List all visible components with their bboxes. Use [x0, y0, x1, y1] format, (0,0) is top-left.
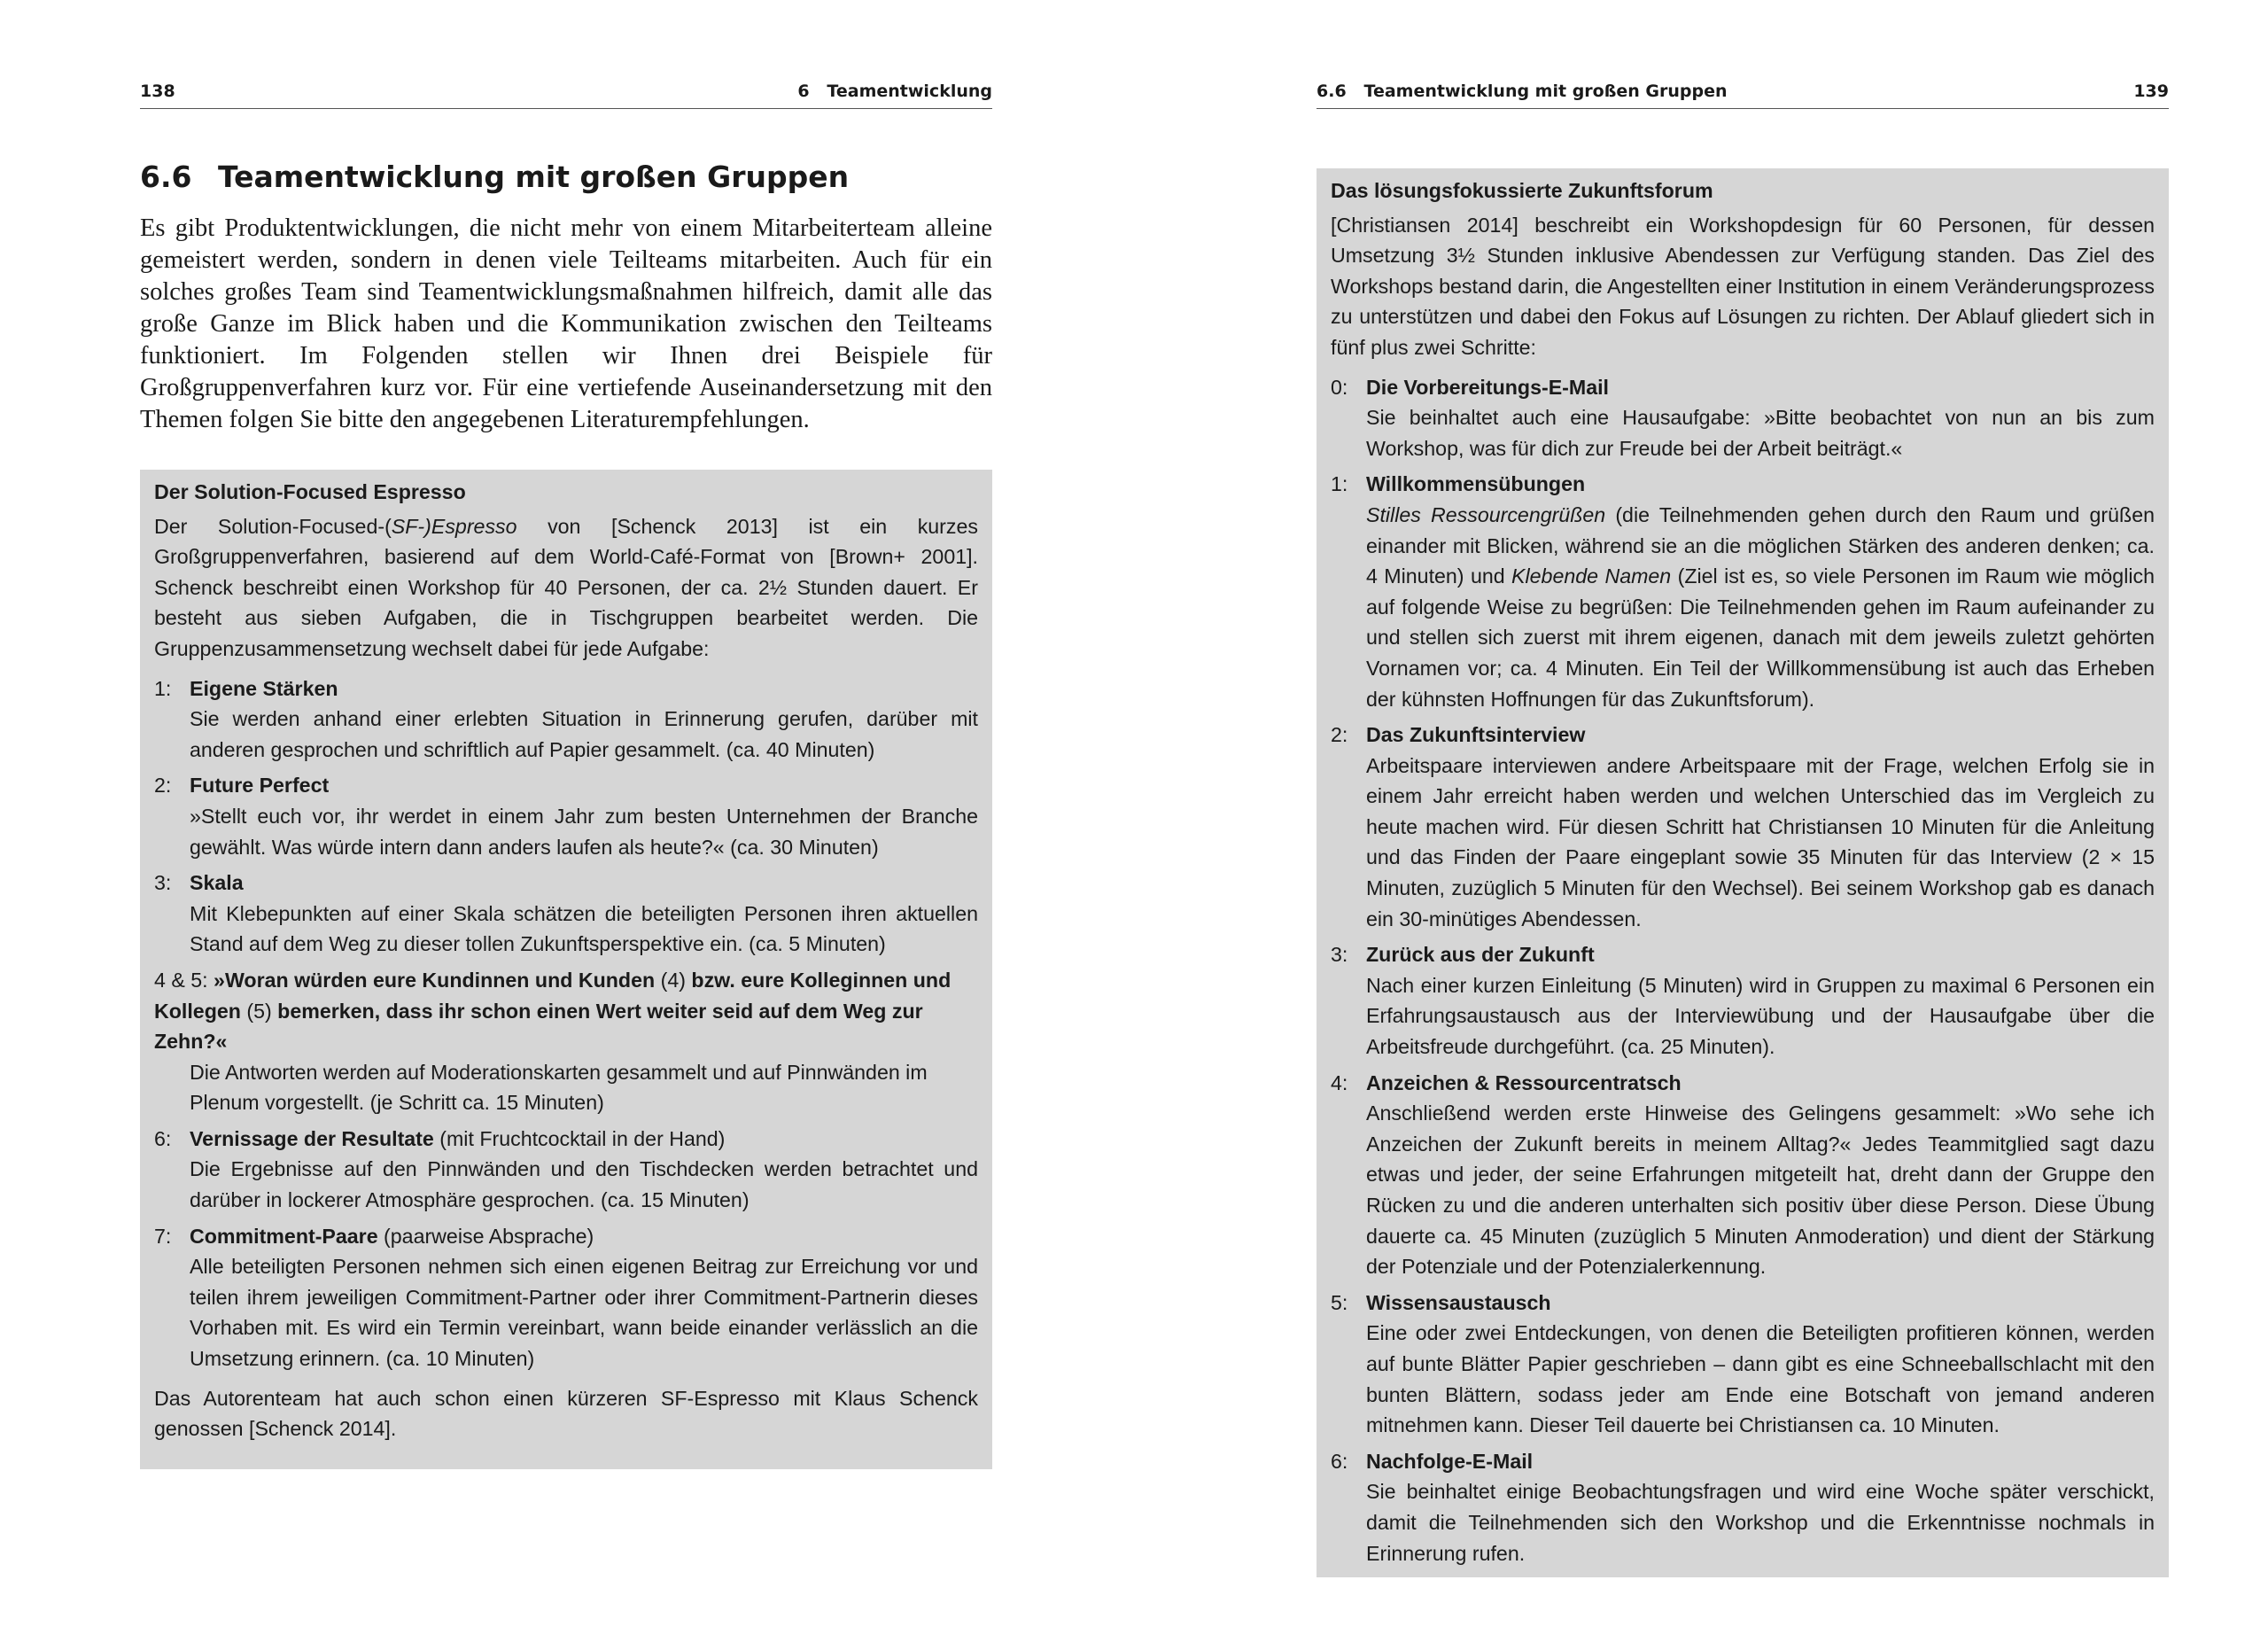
- page-number: 138: [140, 82, 175, 101]
- section-number: 6.6: [140, 160, 192, 194]
- step-list: [1331, 372, 2155, 1569]
- list-item: 2: Das Zukunftsinterview Arbeitspaare interviewen andere Arbeitspaare mit der Frage, welchen Erfolg sie in einem Jahr erreicht haben werden und welchen Unterschied das im Vergleich zu heute machen wird. Für diesen Schritt hat Christiansen 10 Minuten für die Anleitung und das Finden der Paare eingeplant sowie 35 Minuten für das Interview (2 × 15 Minuten, zuzüglich 5 Minuten für den Wechsel). Bei seinem Workshop gab es danach ein 30-minütiges Abendessen.: [1331, 723, 2155, 930]
- running-title: 6 Teamentwicklung: [797, 82, 992, 101]
- right-page: [1317, 0, 2169, 1650]
- section-heading: [140, 160, 992, 194]
- list-item: 4 & 5: »Woran würden eure Kundinnen und Kunden (4) bzw. eure Kolleginnen und Kollegen (5) bemerken, dass ihr schon einen Wert weiter seid auf dem Weg zur Zehn?« Die Antworten werden auf Moderationskarten gesammelt und auf Pinnwänden im Plenum vorgestellt. (je Schritt ca. 15 Minuten): [154, 968, 951, 1115]
- box-title: Der Solution-Focused Espresso: [154, 480, 466, 503]
- intro-paragraph: Es gibt Produktentwicklungen, die nicht mehr von einem Mitarbeiterteam alleine gemeistert werden, sondern in denen viele Teilteams mitarbeiten. Auch für ein solches großes Team sind Teamentwicklungsmaßnahmen hilfreich, damit alle das große Ganze im Blick haben und die Kommunikation zwischen den Teilteams funktioniert. Im Folgenden stellen wir Ihnen drei Beispiele für Großgruppenverfahren kurz vor. Für eine vertiefende Auseinandersetzung mit den Themen folgen Sie bitte den angegebenen Literaturempfehlungen.: [140, 214, 992, 433]
- left-page: [140, 0, 992, 1650]
- list-item: 0: Die Vorbereitungs-E-Mail Sie beinhaltet auch eine Hausaufgabe: »Bitte beobachtet von nun an bis zum Workshop, was für dich zur Freude bei der Arbeit beiträgt.«: [1331, 375, 2155, 460]
- list-item: 3: Zurück aus der Zukunft Nach einer kurzen Einleitung (5 Minuten) wird in Gruppen zu maximal 6 Personen ein Erfahrungsaustausch aus der Interviewübung und der Hausaufgabe über die Arbeitsfreude durchgeführt. (ca. 25 Minuten).: [1331, 943, 2155, 1059]
- box-intro: [Christiansen 2014] beschreibt ein Workshopdesign für 60 Personen, für dessen Umsetzung 3½ Stunden inklusive Abendessen zur Verfügung standen. Das Ziel des Workshops bestand darin, die Angestellten einer Institution in einem Veränderungsprozess zu unterstützen und dabei den Fokus auf Lösungen zu richten. Der Ablauf gliedert sich in fünf plus zwei Schritte:: [1331, 213, 2155, 359]
- list-item: 5: Wissensaustausch Eine oder zwei Entdeckungen, von denen die Beteiligten profitieren können, werden auf bunte Blätter Papier geschrieben – dann gibt es eine Schneeballschlacht mit den bunten Blättern, sodass jeder am Ende eine Botschaft von jemand anderen mitnehmen kann. Dieser Teil dauerte bei Christiansen ca. 10 Minuten.: [1331, 1290, 2155, 1437]
- running-title: 6.6 Teamentwicklung mit großen Gruppen: [1317, 82, 1728, 101]
- page-number: 139: [2133, 82, 2169, 101]
- box-footer: Das Autorenteam hat auch schon einen kürzeren SF-Espresso mit Klaus Schenck genossen [Schenck 2014].: [154, 1386, 978, 1441]
- box-intro: Der Solution-Focused-(SF-)Espresso von [Schenck 2013] ist ein kurzes Großgruppenverfahren, basierend auf dem World-Café-Format von [Brown+ 2001]. Schenck beschreibt einen Workshop für 40 Personen, der ca. 2½ Stunden dauert. Er besteht aus sieben Aufgaben, die in Tischgruppen bearbeitet werden. Die Gruppenzusammensetzung wechselt dabei für jede Aufgabe:: [154, 514, 978, 660]
- running-head-right: [1317, 80, 2169, 109]
- sf-espresso-box: [140, 470, 992, 1469]
- running-head-left: [140, 80, 992, 109]
- zukunftsforum-box: [1317, 168, 2169, 1577]
- list-item: 3: Skala Mit Klebepunkten auf einer Skala schätzen die beteiligten Personen ihren aktuellen Stand auf dem Weg zu dieser tollen Zukunftsperspektive ein. (ca. 5 Minuten): [154, 871, 978, 956]
- step-list: [154, 673, 978, 1374]
- list-item: 7: Commitment-Paare (paarweise Absprache) Alle beteiligten Personen nehmen sich einen eigenen Beitrag zur Erreichung vor und teilen ihrem jeweiligen Commitment-Partner oder ihrer Commitment-Partnerin dieses Vorhaben mit. Es wird ein Termin vereinbart, wann beide einander verlässlich an die Umsetzung erinnern. (ca. 10 Minuten): [154, 1224, 978, 1371]
- list-item: 6: Nachfolge-E-Mail Sie beinhaltet einige Beobachtungsfragen und wird eine Woche später verschickt, damit die Teilnehmenden sich den Workshop und die Erkenntnisse nochmals in Erinnerung rufen.: [1331, 1449, 2155, 1565]
- list-item: 6: Vernissage der Resultate (mit Fruchtcocktail in der Hand) Die Ergebnisse auf den Pinnwänden und den Tischdecken werden betrachtet und darüber in lockerer Atmosphäre gesprochen. (ca. 15 Minuten): [154, 1126, 978, 1212]
- box-title: Das lösungsfokussierte Zukunftsforum: [1331, 179, 1713, 202]
- list-item: 2: Future Perfect »Stellt euch vor, ihr werdet in einem Jahr zum besten Unternehmen der Branche gewählt. Was würde intern dann anders laufen als heute?« (ca. 30 Minuten): [154, 774, 978, 859]
- list-item: 4: Anzeichen & Ressourcentratsch Anschließend werden erste Hinweise des Gelingens gesammelt: »Wo sehe ich Anzeichen der Zukunft bereits in meinem Alltag?« Jedes Teammitglied sagt dazu etwas und jeder, der seine Erfahrungen mitgeteilt hat, dreht dann der Gruppe den Rücken zu und die anderen unterhalten sich positiv über diese Person. Diese Übung dauerte ca. 45 Minuten (zuzüglich 5 Minuten Anmoderation) und dient der Stärkung der Potenziale und der Potenzialerkennung.: [1331, 1070, 2155, 1279]
- list-item: 1: Willkommensübungen Stilles Ressourcengrüßen (die Teilnehmenden gehen durch den Raum und grüßen einander mit Blicken, während sie an die möglichen Stärken des anderen denken; ca. 4 Minuten) und Klebende Namen (Ziel ist es, so viele Personen im Raum wie möglich auf folgende Weise zu begrüßen: Die Teilnehmenden gehen im Raum aufeinander zu und stellen sich zuerst mit ihrem eigenen, danach mit dem jeweils zuletzt gehörten Vornamen vor; ca. 4 Minuten. Ein Teil der Willkommensübung ist auch das Erheben der kühnsten Hoffnungen für das Zukunftsforum).: [1331, 472, 2155, 711]
- section-title: Teamentwicklung mit großen Gruppen: [218, 160, 850, 194]
- list-item: 1: Eigene Stärken Sie werden anhand einer erlebten Situation in Erinnerung gerufen, darüber mit anderen gesprochen und schriftlich auf Papier gesammelt. (ca. 40 Minuten): [154, 676, 978, 761]
